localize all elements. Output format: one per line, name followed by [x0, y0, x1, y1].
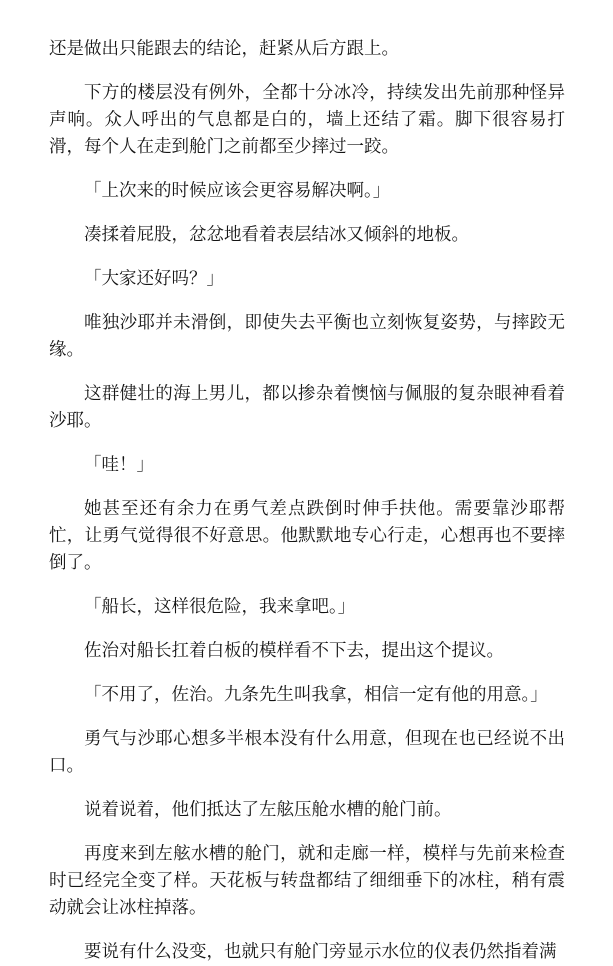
dialogue-line: 「大家还好吗？」	[84, 269, 224, 289]
dialogue-line: 「不用了，佐治。九条先生叫我拿，相信一定有他的用意。」	[84, 685, 548, 705]
dialogue-line: 「上次来的时候应该会更容易解决啊。」	[84, 181, 391, 201]
paragraph: 再度来到左舷水槽的舱门，就和走廊一样，模样与先前来检查时已经完全变了样。天花板与转盘都结了细细垂下的冰柱，稍有震动就会让冰柱掉落。	[49, 844, 565, 918]
paragraph: 勇气与沙耶心想多半根本没有什么用意，但现在也已经说不出口。	[49, 729, 565, 776]
paragraph: 说着说着，他们抵达了左舷压舱水槽的舱门前。	[84, 800, 452, 820]
paragraph: 她甚至还有余力在勇气差点跌倒时伸手扶他。需要靠沙耶帮忙，让勇气觉得很不好意思。他默默地专心行走，心想再也不要摔倒了。	[49, 499, 565, 573]
paragraph: 佐治对船长扛着白板的模样看不下去，提出这个提议。	[84, 641, 504, 661]
paragraph: 要说有什么没变，也就只有舱门旁显示水位的仪表仍然指着满	[84, 942, 557, 962]
paragraph: 唯独沙耶并未滑倒，即使失去平衡也立刻恢复姿势，与摔跤无缘。	[49, 313, 565, 360]
paragraph: 这群健壮的海上男儿，都以掺杂着懊恼与佩服的复杂眼神看着沙耶。	[49, 384, 565, 431]
dialogue-line: 「船长，这样很危险，我来拿吧。」	[84, 597, 356, 617]
paragraph: 下方的楼层没有例外，全都十分冰冷，持续发出先前那种怪异声响。众人呼出的气息都是白的，墙上还结了霜。脚下很容易打滑，每个人在走到舱门之前都至少摔过一跤。	[49, 83, 565, 157]
dialogue-line: 「哇！」	[84, 455, 154, 475]
paragraph: 还是做出只能跟去的结论，赶紧从后方跟上。	[49, 39, 399, 59]
paragraph: 凑揉着屁股，忿忿地看着表层结冰又倾斜的地板。	[84, 225, 469, 245]
